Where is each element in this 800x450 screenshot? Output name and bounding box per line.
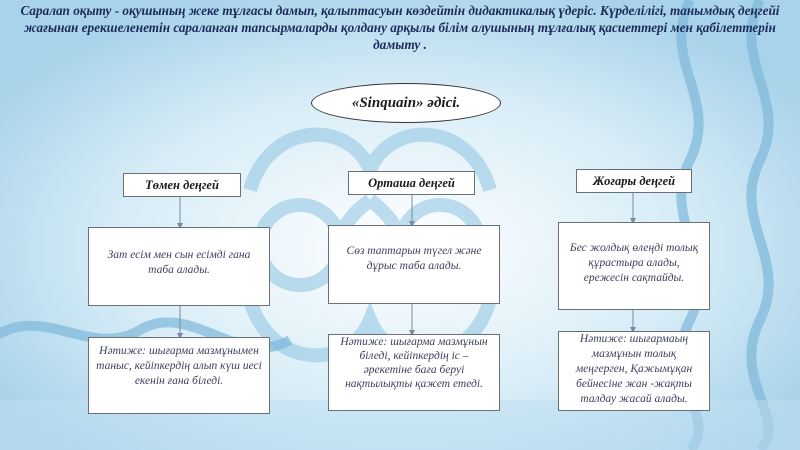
method-oval: «Sinquain» әдісі. [311, 83, 501, 123]
level-result-low: Нәтиже: шығарма мазмұнымен таныс, кейіпкердің алып күш иесі екенін ғана біледі. [88, 337, 270, 414]
page-title: Саралап оқыту - оқушының жеке тұлғасы дамып, қалыптасуын көздейтін дидактикалық үдеріс. Күрделілігі, танымдық деңгейі жағынан ерекшеленетін сараланған тапсырмаларды қолдану арқылы білім алушының тұлғалық қасиеттері мен қабілеттерін дамыту . [20, 3, 780, 52]
level-result-medium: Нәтиже: шығарма мазмұнын біледі, кейіпкердің іс – әрекетіне баға беруі нақтылықты қажет етеді. [328, 334, 500, 411]
level-header-high: Жоғары деңгей [576, 169, 692, 193]
level-header-medium: Орташа деңгей [348, 171, 475, 195]
level-ability-low: Зат есім мен сын есімді гана таба алады. [88, 227, 270, 306]
level-header-low: Төмен деңгей [123, 173, 241, 197]
level-ability-high: Бес жолдық өлеңді толық құрастыра алады, ережесін сақтайды. [558, 222, 710, 310]
level-ability-medium: Сөз таптарын түгел және дұрыс таба алады. [328, 225, 500, 304]
level-result-high: Нәтиже: шығармаың мазмұнын толық меңгерген, Қажымұқан бейнесіне жан -жақты талдау жасай алады. [558, 331, 710, 411]
